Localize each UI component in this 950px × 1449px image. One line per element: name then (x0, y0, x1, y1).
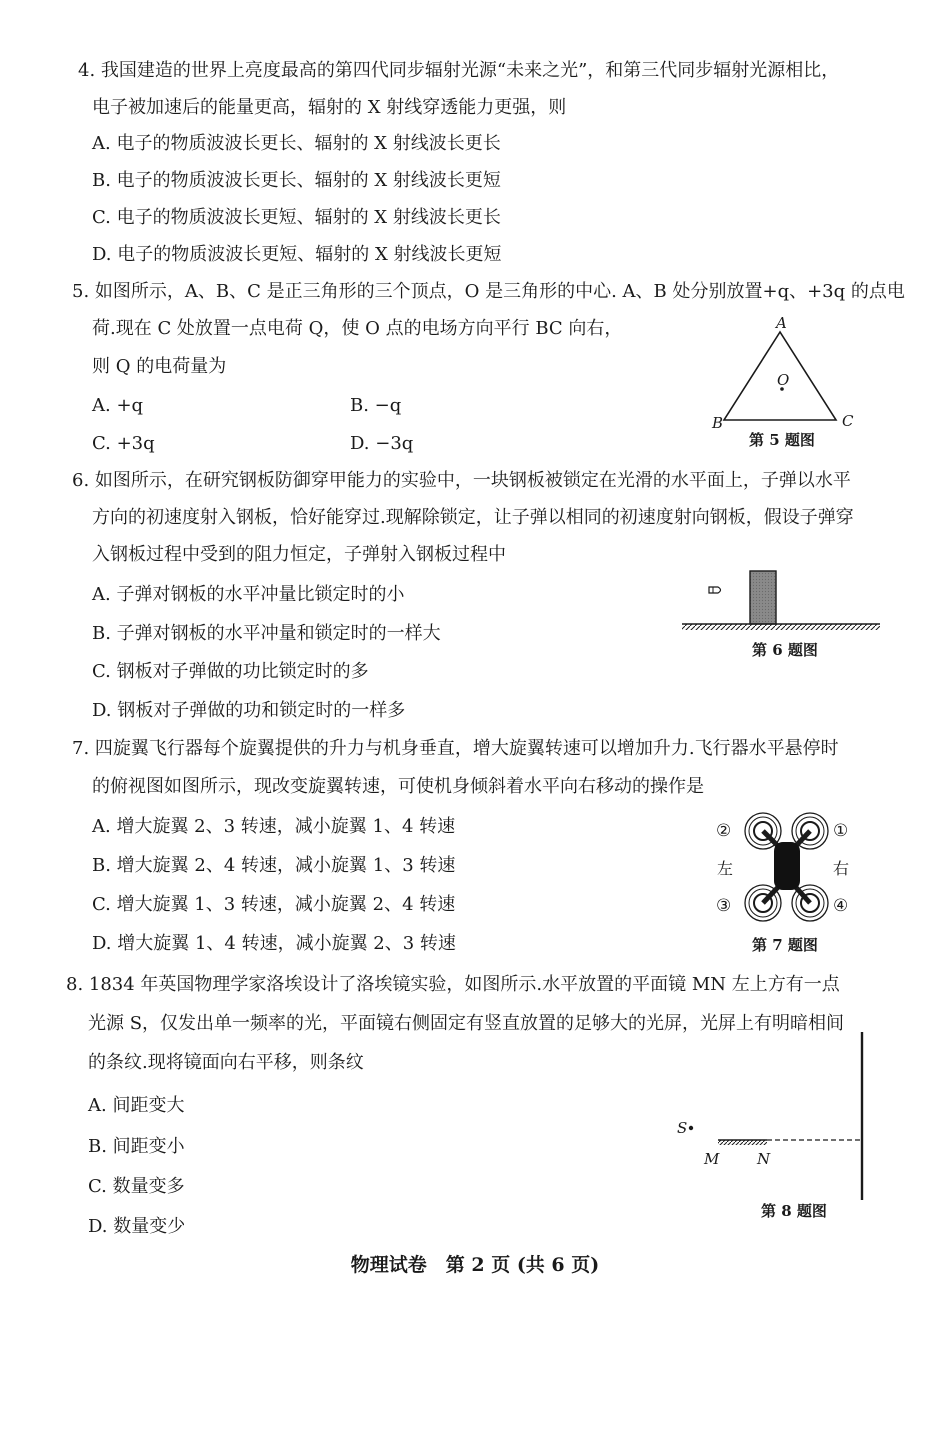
q4-option-d: D. 电子的物质波波长更短、辐射的 X 射线波长更短 (92, 244, 502, 265)
q7-label-rotor-3: ③ (716, 896, 732, 916)
q8-option-a: A. 间距变大 (88, 1095, 185, 1116)
q8-light-source (689, 1126, 693, 1130)
q4-option-b: B. 电子的物质波波长更长、辐射的 X 射线波长更短 (92, 170, 501, 191)
q7-quadrotor-figure (740, 808, 835, 923)
q7-label-rotor-1: ① (833, 821, 849, 841)
q7-label-left: 左 (717, 859, 734, 878)
q7-stem-line-1: 7. 四旋翼飞行器每个旋翼提供的升力与机身垂直，增大旋翼转速可以增加升力.飞行器水平悬停时 (72, 738, 839, 759)
q8-label-s: S (677, 1119, 688, 1137)
q5-stem-line-3: 则 Q 的电荷量为 (92, 356, 227, 377)
q6-steel-plate (750, 571, 776, 624)
q8-figure-caption: 第 8 题图 (761, 1202, 827, 1220)
q8-lloyd-mirror-figure (675, 1030, 875, 1210)
q6-stem-line-3: 入钢板过程中受到的阻力恒定，子弹射入钢板过程中 (92, 544, 506, 565)
q8-stem-line-2: 光源 S，仅发出单一频率的光，平面镜右侧固定有竖直放置的足够大的光屏，光屏上有明暗相间 (88, 1013, 845, 1034)
q6-stem-line-2: 方向的初速度射入钢板，恰好能穿过.现解除锁定，让子弹以相同的初速度射向钢板，假设子弹穿 (92, 507, 854, 528)
q5-stem-line-2: 荷.现在 C 处放置一点电荷 Q，使 O 点的电场方向平行 BC 向右， (92, 318, 623, 339)
q8-option-b: B. 间距变小 (88, 1136, 185, 1157)
q7-option-d: D. 增大旋翼 1、4 转速，减小旋翼 2、3 转速 (92, 933, 456, 954)
q7-label-right: 右 (833, 859, 850, 878)
q5-option-d: D. −3q (350, 433, 414, 454)
q8-option-d: D. 数量变少 (88, 1216, 186, 1237)
q7-label-rotor-2: ② (716, 821, 732, 841)
q8-option-c: C. 数量变多 (88, 1176, 185, 1197)
q5-label-b: B (712, 414, 724, 432)
q7-option-a: A. 增大旋翼 2、3 转速，减小旋翼 1、4 转速 (92, 816, 456, 837)
q6-steel-plate-figure (680, 566, 885, 636)
q7-option-b: B. 增大旋翼 2、4 转速，减小旋翼 1、3 转速 (92, 855, 456, 876)
q4-stem-line-2: 电子被加速后的能量更高，辐射的 X 射线穿透能力更强，则 (92, 97, 567, 118)
q6-option-b: B. 子弹对钢板的水平冲量和锁定时的一样大 (92, 623, 441, 644)
q6-option-a: A. 子弹对钢板的水平冲量比锁定时的小 (92, 584, 405, 605)
q7-label-rotor-4: ④ (833, 896, 849, 916)
q5-stem-line-1: 5. 如图所示，A、B、C 是正三角形的三个顶点，O 是三角形的中心. A、B 处分别放置+q、+3q 的点电 (72, 281, 905, 302)
q8-stem-line-3: 的条纹.现将镜面向右平移，则条纹 (88, 1052, 364, 1073)
q6-option-d: D. 钢板对子弹做的功和锁定时的一样多 (92, 700, 406, 721)
q6-stem-line-1: 6. 如图所示，在研究钢板防御穿甲能力的实验中，一块钢板被锁定在光滑的水平面上，子弹以水平 (72, 470, 851, 491)
q6-figure-caption: 第 6 题图 (752, 641, 818, 659)
q5-label-a: A (776, 314, 787, 332)
page-footer: 物理试卷 第 2 页 (共 6 页) (350, 1254, 600, 1276)
q5-option-c: C. +3q (92, 433, 155, 454)
q8-stem-line-1: 8. 1834 年英国物理学家洛埃设计了洛埃镜实验，如图所示.水平放置的平面镜 MN 左上方有一点 (66, 974, 840, 995)
q5-label-o: O (777, 371, 790, 389)
q8-label-n: N (757, 1150, 771, 1168)
q7-figure-caption: 第 7 题图 (752, 936, 818, 954)
q8-label-m: M (704, 1150, 720, 1168)
q4-option-c: C. 电子的物质波波长更短、辐射的 X 射线波长更长 (92, 207, 501, 228)
q5-label-c: C (842, 412, 854, 430)
q4-stem-line-1: 4. 我国建造的世界上亮度最高的第四代同步辐射光源“未来之光”，和第三代同步辐射光源相比， (78, 60, 840, 81)
q7-stem-line-2: 的俯视图如图所示，现改变旋翼转速，可使机身倾斜着水平向右移动的操作是 (92, 776, 704, 797)
q4-option-a: A. 电子的物质波波长更长、辐射的 X 射线波长更长 (92, 133, 501, 154)
q5-option-a: A. +q (92, 395, 144, 416)
q5-figure-caption: 第 5 题图 (749, 431, 815, 449)
q6-option-c: C. 钢板对子弹做的功比锁定时的多 (92, 661, 369, 682)
q7-drone-body (774, 842, 800, 890)
q5-option-b: B. −q (350, 395, 402, 416)
q6-bullet (709, 587, 721, 593)
q7-option-c: C. 增大旋翼 1、3 转速，减小旋翼 2、4 转速 (92, 894, 456, 915)
